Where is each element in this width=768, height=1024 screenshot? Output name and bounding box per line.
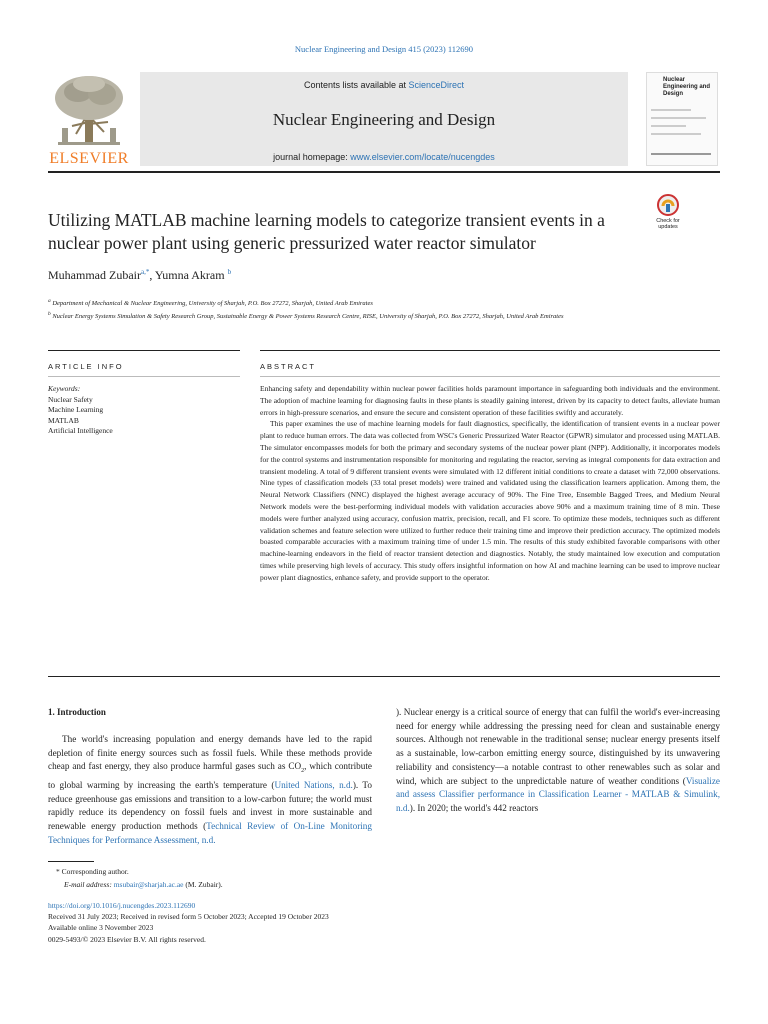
email-link[interactable]: msubair@sharjah.ac.ae	[113, 879, 184, 889]
author-name[interactable]: Yumna Akram	[154, 268, 225, 282]
author-affil-marker[interactable]: b	[227, 268, 232, 276]
homepage-link[interactable]: www.elsevier.com/locate/nucengdes	[350, 152, 495, 162]
tree-logo-icon	[48, 72, 130, 150]
abstract-rule	[260, 350, 720, 351]
corresponding-author-note: * Corresponding author.	[56, 867, 129, 876]
keyword: Artificial Intelligence	[48, 426, 113, 435]
abstract-text	[260, 383, 720, 584]
reference-link[interactable]: Visualize and assess Classifier performance in Classification Learner - MATLAB & Simulink, n.d.	[396, 775, 720, 813]
affiliations	[48, 296, 648, 322]
abstract-heading: ABSTRACT	[260, 362, 317, 371]
info-rule	[48, 350, 240, 351]
keyword: MATLAB	[48, 415, 79, 425]
journal-name: Nuclear Engineering and Design	[272, 110, 496, 129]
author-affil-marker[interactable]: a,*	[140, 268, 150, 276]
author-list: Muhammad Zubair$^{a,*}$, Yumna Akram $^b$	[48, 268, 232, 282]
keyword: Machine Learning	[48, 405, 104, 414]
doi-link[interactable]: https://doi.org/10.1016/j.nucengdes.2023.112690	[48, 901, 196, 910]
received-dates: Received 31 July 2023; Received in revised form 5 October 2023; Accepted 19 October 2023	[48, 912, 329, 922]
elsevier-logo	[48, 72, 130, 166]
reference-link[interactable]: United Nations, n.d.	[274, 779, 353, 790]
article-info-heading: ARTICLE INFO	[48, 362, 124, 371]
keyword: Nuclear Safety	[48, 394, 93, 404]
author-name[interactable]: Muhammad Zubair	[48, 268, 141, 282]
keywords-rule	[48, 376, 240, 377]
footnote: * Corresponding author. E-mail address: msubair@sharjah.ac.ae (M. Zubair).	[56, 867, 223, 889]
abstract-paragraph: Enhancing safety and dependability within nuclear power facilities holds paramount importance in safeguarding both individuals and the environment. The adoption of machine learning for diagnosing faults in these plants is steadily gaining interest, driven by its capacity to detect faults, alleviate human errors in high-pressure scenarios, and ensure the secure and consistent operation of these facilities swiftly and accurately.	[260, 384, 720, 417]
header-rule	[48, 171, 720, 173]
check-updates-label: Check for updates	[656, 218, 680, 230]
keywords-label: Keywords:	[48, 384, 81, 393]
sciencedirect-link[interactable]: ScienceDirect	[408, 80, 465, 90]
body-column-right	[396, 706, 720, 816]
body-paragraph: ). Nuclear energy is a critical source of energy that can fulfil the world's ever-increasing need for energy while addressing the pressing need for clean and sustainable energy sources. Although not renewable in the traditional sense; nuclear energy presents itself as a sustainable, low-carbon emitting energy source, distinguished by its unwavering reliability and consistency—a notable contrast to other renewables such as solar and wind, which are subject to the unpredictable nature of weather conditions (Visualize and assess Classifier performance in Classification Learner - MATLAB & Simulink, n.d.). In 2020; the world's 442 reactors	[396, 707, 720, 813]
body-column-left	[48, 733, 372, 847]
affiliation-a: $^a$ Department of Mechanical & Nuclear Engineering, University of Sharjah, P.O. Box 27272, Sharjah, United Arab Emirates	[48, 298, 373, 308]
body-rule	[48, 676, 720, 677]
journal-banner	[140, 72, 628, 166]
journal-citation[interactable]: Nuclear Engineering and Design 415 (2023) 112690	[294, 44, 474, 54]
section-heading-introduction: 1. Introduction	[48, 707, 106, 717]
keywords-block	[48, 384, 238, 437]
online-date: Available online 3 November 2023	[48, 923, 154, 933]
article-title: Utilizing MATLAB machine learning models to categorize transient events in a nuclear power plant using generic pressurized water reactor simulator	[48, 210, 605, 253]
footnote-rule	[48, 861, 94, 862]
journal-cover	[646, 72, 718, 166]
body-paragraph: The world's increasing population and energy demands have led to the rapid depletion of finite energy sources such as fossil fuels. While these methods provide cheap and fast energy, they also produce harmful gases such as $CO_2$, which contribute to global warming by increasing the earth's temperature (United Nations, n.d.). To reduce greenhouse gas emissions and transition to a low-carbon future; the world must rapidly reduce its dependency on fossil fuels and invest in more sustainable and renewable energy production methods (Technical Review of On-Line Monitoring Techniques for Performance Assessment, n.d.	[48, 734, 372, 845]
publisher-name: ELSEVIER	[49, 150, 129, 167]
abstract-subrule	[260, 376, 720, 377]
contents-line: Contents lists available at ScienceDirect	[303, 80, 465, 90]
abstract-paragraph: This paper examines the use of machine learning models for fault diagnostics, specifically, the identification of transient events in a nuclear power plant to reduce human errors. The data was collected from WSC's Generic Pressurized Water Reactor (GPWR) simulator and processed using MATLAB. The simulator encompasses models for both the primary and secondary systems of the nuclear power plant (NPP). Additionally, it incorporates models for the control systems and instrumentation responsible for monitoring and regulating the reactor, serving as integral components for data extraction and transient modeling. A total of 9 different transient events were simulated with 12 different initial conditions to create a dataset with 72,000 observations. Nine types of classification models (33 total preset models) were trained and validated using the classification learners application. Among them, the Neural Network Classifiers (NNC) displayed the highest average accuracy of 90%. The Fine Tree, Ensemble Bagged Trees, and Medium Neural Network models were the best-performing individual models with validation accuracies above 90% and a maximum training time of 8 min. These models were further analyzed using accuracy, confusion matrix, precision, recall, and F1 score. To optimize these models, techniques such as different validation schemes and feature selection were utilized to further reduce their training time and improve their prediction accuracy. The optimized models boasted comparable accuracies with a maximum training time of under 1.5 min. The results of this study exhibited favorable comparisons with other machine-learning endeavors in the field of reactor transient detection and diagnostics. Notably, the study maintained low execution and computation times while preserving high levels of accuracy. This study offers insightful information on how AI and machine learning can be used to improve nuclear power plant diagnostics, enhance safety, and provide support to the operator.	[260, 419, 720, 582]
check-updates-icon	[657, 194, 679, 216]
affiliation-b: $^b$ Nuclear Energy Systems Simulation & Safety Research Group, Sustainable Energy & Power Systems Research Centre, RISE, University of Sharjah, P.O. Box 27272, Sharjah, United Arab Emirates	[48, 311, 564, 321]
reference-link[interactable]: Technical Review of On-Line Monitoring Techniques for Performance Assessment, n.d.	[48, 821, 372, 845]
copyright: 0029-5493/© 2023 Elsevier B.V. All rights reserved.	[48, 934, 206, 944]
article-meta	[48, 900, 329, 945]
cover-title: Nuclear Engineering and Design	[663, 77, 711, 97]
homepage-line: journal homepage: www.elsevier.com/locate/nucengdes	[273, 152, 495, 162]
check-updates-badge[interactable]	[648, 194, 688, 230]
